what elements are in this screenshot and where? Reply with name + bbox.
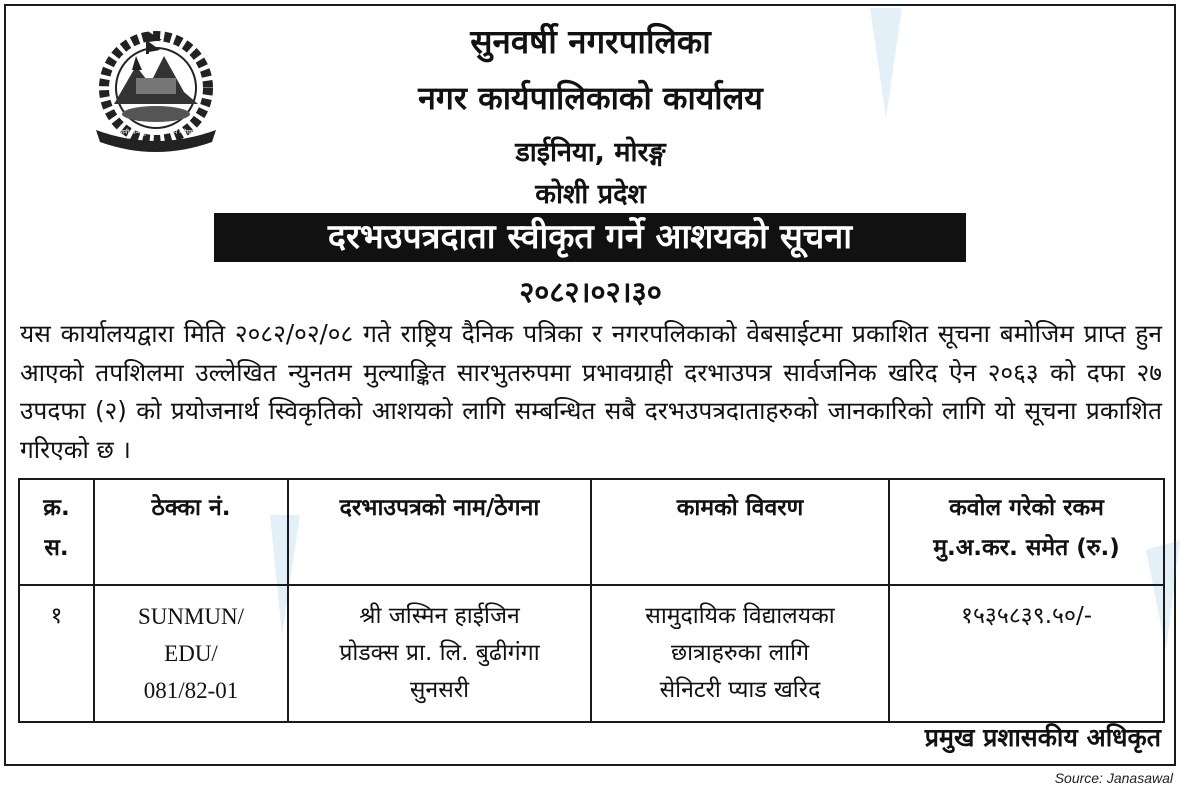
header-contract: ठेक्का नं. <box>94 479 288 585</box>
contract-line3: 081/82-01 <box>143 678 239 703</box>
province-name: कोशी प्रदेश <box>535 179 646 210</box>
source-credit: Source: Janasawal <box>1054 770 1173 786</box>
table-header-row <box>19 479 1164 585</box>
cell-bidder <box>288 585 591 722</box>
header-amount <box>889 479 1164 585</box>
work-line1: सामुदायिक विद्यालयका <box>645 603 835 629</box>
header-serial-line2: स. <box>44 535 69 561</box>
header-amount-line2: मु.अ.कर. समेत (रु.) <box>933 535 1120 561</box>
notice-title: दरभउपत्रदाता स्वीकृत गर्ने आशयको सूचना <box>214 213 966 262</box>
cell-contract <box>94 585 288 722</box>
municipality-name: सुनवर्षी नगरपालिका <box>470 22 711 61</box>
bidder-line1: श्री जस्मिन हाईजिन <box>359 603 520 629</box>
header-work: कामको विवरण <box>591 479 889 585</box>
contract-line1: SUNMUN/ <box>137 604 245 629</box>
contract-line2: EDU/ <box>164 641 218 666</box>
header-serial <box>19 479 94 585</box>
header-serial-line1: क्र. <box>43 495 70 521</box>
table-row <box>19 585 1164 722</box>
bidder-line2: प्रोडक्स प्रा. लि. बुढीगंगा <box>339 640 540 666</box>
cell-amount: १५३५८३९.५०/- <box>889 585 1164 722</box>
office-location: डाईनिया, मोरङ्ग <box>515 137 666 168</box>
signature-title: प्रमुख प्रशासकीय अधिकृत <box>924 723 1161 752</box>
cell-work <box>591 585 889 722</box>
work-line2: छात्राहरुका लागि <box>670 640 810 666</box>
emblem-motto: जननी जन्मभूमिश्च स्वर्गादपि गरीयसी <box>116 129 196 136</box>
bid-table <box>18 478 1165 723</box>
header-amount-line1: कवोल गरेको रकम <box>949 495 1104 521</box>
notice-body: यस कार्यालयद्वारा मिति २०८२/०२/०८ गते राष्ट्रिय दैनिक पत्रिका र नगरपलिकाको वेबसाईटमा प्रकाशित सूचना बमोजिम प्राप्त हुन आएको तपशिलमा उल्लेखित न्युनतम मुल्याङ्कित सारभुतरुपमा प्रभावग्राही दरभाउपत्र सार्वजनिक खरिद ऐन २०६३ को दफा २७ उपदफा (२) को प्रयोजनार्थ स्विकृतिको आशयको लागि सम्बन्धित सबै दरभउपत्रदाताहरुको जानकारिको लागि यो सूचना प्रकाशित गरिएको छ । <box>20 319 1162 464</box>
work-line3: सेनिटरी प्याड खरिद <box>659 677 821 703</box>
office-name: नगर कार्यपालिकाको कार्यालय <box>418 79 763 117</box>
notice-date: २०८२।०२।३० <box>519 275 662 309</box>
cell-serial: १ <box>19 585 94 722</box>
header-bidder: दरभाउपत्रको नाम/ठेगना <box>288 479 591 585</box>
bidder-line3: सुनसरी <box>409 677 470 703</box>
